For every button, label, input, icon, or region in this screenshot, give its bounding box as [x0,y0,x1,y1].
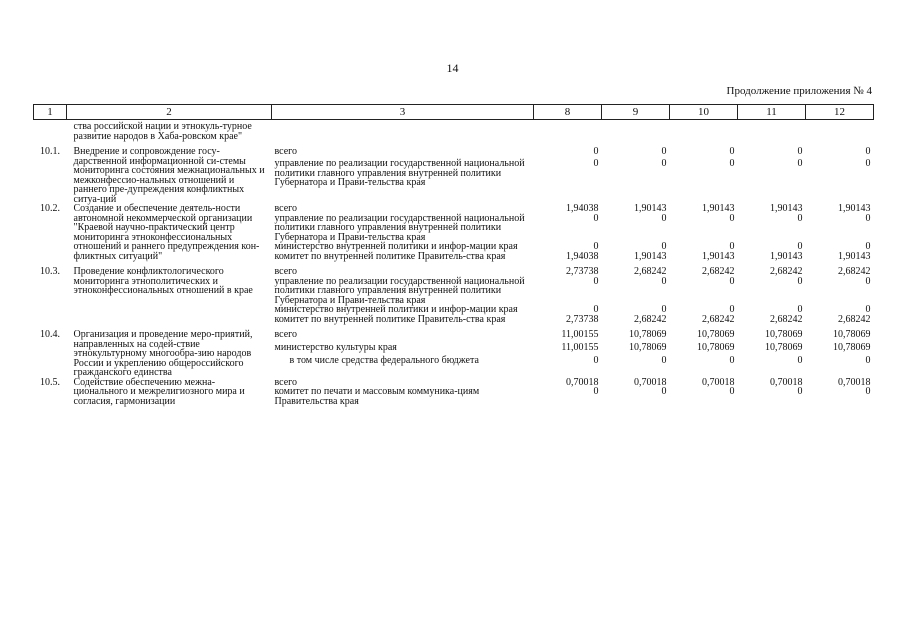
funding-source-label: министерство внутренней политики и инфор-мации края [274,241,518,252]
value-cell-col-8: 0,70018 [566,376,599,388]
value-cell-col-11: 0 [797,212,803,224]
value-cell-col-11: 2,68242 [770,313,803,325]
value-cell-col-11: 0 [797,275,803,287]
funding-source-label: управление по реализации государственной национальной политики главного управления внутренней политики Губернатора и Прави-тельства края [274,212,525,243]
value-cell-col-10: 0 [729,386,735,397]
value-cell-col-12: 0 [865,241,871,252]
value-cell-col-11: 2,68242 [770,266,803,277]
item-name: Проведение конфликтологического мониторинга этнополитических и этноконфессиональных отношений в крае [73,266,253,296]
funding-source-label: всего [274,203,298,214]
value-cell-col-9: 2,68242 [634,313,667,325]
value-cell-col-11: 0 [797,386,803,397]
value-cell-col-11: 0 [797,241,803,252]
value-cell-col-12: 0 [865,146,871,157]
value-cell-col-8: 1,94038 [566,250,599,262]
value-cell-col-12: 0 [865,275,871,287]
value-cell-col-8: 0 [593,212,599,224]
value-cell-col-12: 1,90143 [838,203,871,214]
value-cell-col-9: 0 [661,212,667,224]
value-cell-col-8: 0 [593,304,599,315]
carryover-num [34,120,67,148]
value-cell-col-10: 0 [729,355,735,367]
value-cell-col-12: 0 [865,158,871,170]
value-cell-col-9: 2,68242 [634,266,667,277]
item-name: Создание и обеспечение деятель-ности автономной некоммерческой организации "Краевой научно-практический центр мониторинга этноконфессиональных отношений и раннего предупреждения кон-фликтных ситуаций" [73,203,260,262]
value-cell-col-10: 10,78069 [697,329,735,340]
item-number: 10.4. [40,329,60,340]
value-cell-col-12: 1,90143 [838,250,871,262]
header-col-8: 8 [534,105,602,120]
value-cell-col-9: 0 [661,304,667,315]
value-cell-col-12: 0,70018 [838,376,871,388]
carryover-row [34,120,874,148]
value-cell-col-11: 0 [797,304,803,315]
value-cell-col-9: 0 [661,275,667,287]
item-number: 10.2. [40,203,60,214]
value-cell-col-9: 1,90143 [634,203,667,214]
value-cell-col-11: 0 [797,158,803,170]
value-cell-col-9: 0 [661,355,667,367]
value-cell-col-9: 0 [661,241,667,252]
item-name: Внедрение и сопровождение госу-дарственной информационной си-стемы мониторинга состояния межнациональных и межконфессио-нальных отношений и раннего пре-дупреждения конфликтных ситуа-ций [73,146,265,205]
value-cell-col-9: 0,70018 [634,376,667,388]
value-cell-col-10: 0,70018 [702,376,735,388]
item-number: 10.3. [40,266,60,277]
value-cell-col-10: 0 [729,146,735,157]
header-col-1: 1 [34,105,67,120]
item-name: Содействие обеспечению межна-ционального и межрелигиозного мира и согласия, гармонизации [73,376,245,407]
value-cell-col-12: 0 [865,386,871,397]
value-cell-col-10: 10,78069 [697,342,735,354]
funding-source-label: в том числе средства федерального бюджета [289,355,479,367]
value-cell-col-10: 0 [729,241,735,252]
funding-source-label: комитет по внутренней политике Правитель-ства края [274,313,506,325]
page-number: 14 [446,61,459,75]
funding-source-label: министерство внутренней политики и инфор-мации края [274,304,518,315]
header-col-3: 3 [272,105,534,120]
funding-source-label: всего [274,329,298,340]
funding-source-label: управление по реализации государственной национальной политики главного управления внутренней политики Губернатора и Прави-тельства края [274,275,525,306]
header-col-11: 11 [738,105,806,120]
value-cell-col-12: 0 [865,212,871,224]
funding-source-label: всего [274,146,298,157]
value-cell-col-12: 0 [865,304,871,315]
value-cell-col-9: 1,90143 [634,250,667,262]
item-name: Организация и проведение меро-приятий, направленных на содей-ствие этнокультурному многообра-зию народов России и укреплению общероссийского гражданского единства [73,329,253,378]
value-cell-col-10: 2,68242 [702,313,735,325]
value-cell-col-11: 10,78069 [765,329,803,340]
header-col-9: 9 [602,105,670,120]
value-cell-col-8: 2,73738 [566,266,599,277]
value-cell-col-8: 1,94038 [566,203,599,214]
value-cell-col-11: 0 [797,146,803,157]
value-cell-col-12: 0 [865,355,871,367]
funding-source-label: управление по реализации государственной национальной политики главного управления внутренней политики Губернатора и Прави-тельства края [274,158,525,189]
value-cell-col-9: 10,78069 [629,329,667,340]
carryover-name: ства российской нации и этнокуль-турное развитие народов в Хаба-ровском крае" [73,121,252,142]
value-cell-col-8: 0 [593,158,599,170]
value-cell-col-10: 0 [729,304,735,315]
continuation-label: Продолжение приложения № 4 [726,85,872,97]
value-cell-col-8: 0 [593,241,599,252]
funding-source-label: комитет по внутренней политике Правитель-ства края [274,250,506,262]
item-number: 10.1. [40,146,60,157]
value-cell-col-11: 10,78069 [765,342,803,354]
header-col-2: 2 [67,105,272,120]
value-cell-col-10: 1,90143 [702,250,735,262]
value-cell-col-8: 0 [593,275,599,287]
value-cell-col-8: 0 [593,146,599,157]
funding-source-label: министерство культуры края [274,342,397,354]
value-cell-col-11: 1,90143 [770,203,803,214]
value-cell-col-12: 2,68242 [838,313,871,325]
value-cell-col-8: 0 [593,355,599,367]
value-cell-col-10: 0 [729,158,735,170]
value-cell-col-8: 0 [593,386,599,397]
value-cell-col-8: 11,00155 [561,342,599,354]
value-cell-col-8: 2,73738 [566,313,599,325]
header-row [34,105,874,120]
table-row [34,330,874,343]
value-cell-col-9: 0 [661,158,667,170]
item-number: 10.5. [40,376,60,388]
value-cell-col-11: 0,70018 [770,376,803,388]
value-cell-col-10: 2,68242 [702,266,735,277]
value-cell-col-10: 0 [729,212,735,224]
budget-table [33,104,874,412]
value-cell-col-11: 1,90143 [770,250,803,262]
header-col-10: 10 [670,105,738,120]
value-cell-col-9: 0 [661,386,667,397]
funding-source-label: всего [274,266,298,277]
value-cell-col-9: 10,78069 [629,342,667,354]
value-cell-col-8: 11,00155 [561,329,599,340]
value-cell-col-9: 0 [661,146,667,157]
header-col-12: 12 [806,105,874,120]
value-cell-col-10: 1,90143 [702,203,735,214]
funding-source-label: комитет по печати и массовым коммуника-циям Правительства края [274,386,480,407]
value-cell-col-10: 0 [729,275,735,287]
value-cell-col-12: 10,78069 [833,342,871,354]
value-cell-col-12: 10,78069 [833,329,871,340]
funding-source-label: всего [274,376,298,388]
value-cell-col-11: 0 [797,355,803,367]
value-cell-col-12: 2,68242 [838,266,871,277]
